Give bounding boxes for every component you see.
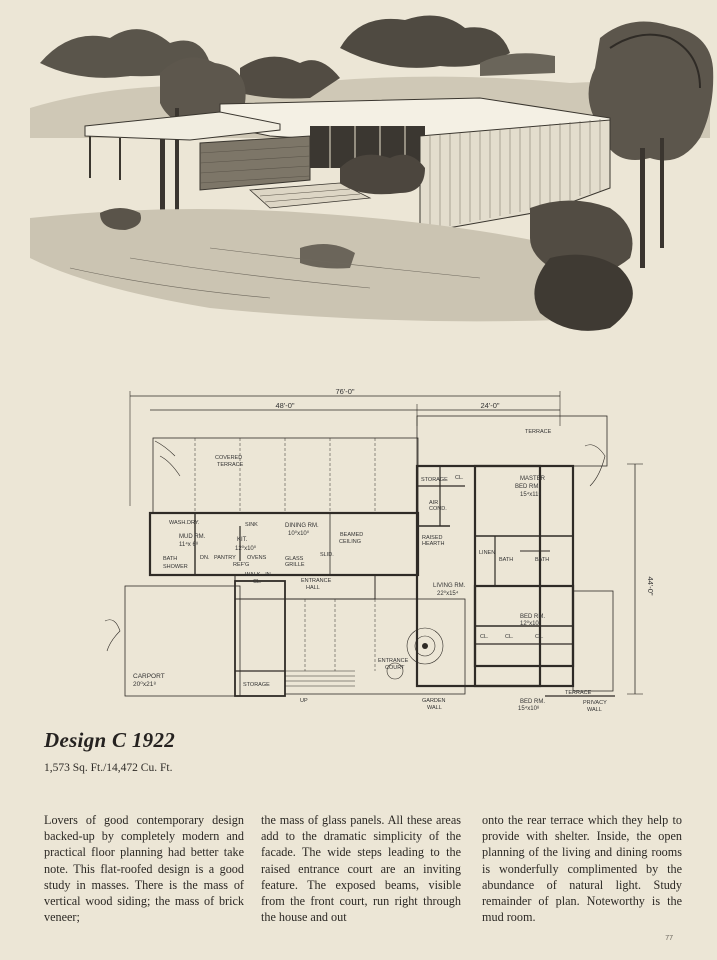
ceiling-label: CEILING: [339, 539, 362, 545]
entrance-hall-label: ENTRANCE: [301, 578, 332, 584]
terrace-bottom-label: TERRACE: [565, 690, 592, 696]
dry-label: DRY.: [187, 520, 200, 526]
mud-room-label: MUD RM.: [179, 534, 206, 540]
covered-terrace-label: COVERED: [215, 455, 243, 461]
covered-terrace-label-2: TERRACE: [217, 462, 244, 468]
dim-left: 48'-0": [275, 401, 295, 410]
sink-label: SINK: [245, 522, 258, 528]
refg-label: REF'G: [233, 562, 250, 568]
pantry-label: PANTRY: [214, 555, 236, 561]
wash-label: WASH.: [169, 520, 187, 526]
master-size: 15⁴x11⁶: [520, 492, 541, 498]
dim-right: 24'-0": [480, 401, 500, 410]
walkin-label-2: CL.: [253, 579, 262, 585]
bath2-label: BATH: [499, 557, 514, 563]
walkin-label: WALK - IN: [245, 572, 271, 578]
bed3-size: 15⁴x10⁸: [518, 706, 540, 712]
linen-label: LINEN: [479, 550, 496, 556]
kitchen-label: KIT.: [237, 537, 248, 543]
storage-top-label: STORAGE: [421, 477, 448, 483]
privacy-wall-label-2: WALL: [587, 707, 602, 713]
dining-label: DINING RM.: [285, 523, 319, 529]
grille-label: GRILLE: [285, 562, 305, 568]
body-text-column-3: onto the rear terrace which they help to provide with shelter. Inside, the open planning of the living and dining rooms is wonderfully complimented by the abundance of natural light. Study remainder of plan. Noteworthy is the mud room.: [482, 813, 682, 925]
mud-room-size: 11⁴x 6⁸: [179, 542, 199, 548]
garden-wall-label: GARDEN: [422, 698, 446, 704]
dim-overall: 76'-0": [335, 387, 355, 396]
body-text-column-2: the mass of glass panels. All these areas add to the dramatic simplicity of the facade. The wide steps leading to the raised entrance court are an inviting feature. The exposed beams, visible from the front court, run right through the house and out: [261, 813, 461, 925]
floor-plan: [95, 386, 655, 716]
dining-size: 10⁰x10⁰: [288, 531, 310, 537]
master-label-2: BED RM.: [515, 484, 541, 490]
design-specs: 1,573 Sq. Ft./14,472 Cu. Ft.: [44, 762, 173, 774]
dim-depth: 44'-0": [646, 576, 655, 596]
kitchen-size: 12⁰x10⁰: [235, 546, 257, 552]
cl2-label: CL.: [505, 634, 514, 640]
living-label: LIVING RM.: [433, 583, 466, 589]
slid-label: SLID.: [320, 552, 334, 558]
entrance-hall-label-2: HALL: [306, 585, 320, 591]
dn-label: DN.: [200, 555, 210, 561]
bath3-label: BATH: [535, 557, 550, 563]
master-label: MASTER: [520, 476, 546, 482]
cl3-label: CL.: [535, 634, 544, 640]
privacy-wall-label: PRIVACY: [583, 700, 607, 706]
ovens-label: OVENS: [247, 555, 267, 561]
entrance-court-label-2: COURT: [385, 665, 405, 671]
page-number: 77: [665, 935, 673, 942]
cl1-label: CL.: [480, 634, 489, 640]
carport-size: 20⁰x21⁸: [133, 681, 157, 688]
body-text-column-1: Lovers of good contemporary design backed-up by completely modern and practical floor planning had better take note. This flat-roofed design is a good study in masses. There is the mass of vertical wood siding; the mass of brick veneer;: [44, 813, 244, 925]
bed3-label: BED RM.: [520, 699, 546, 705]
entrance-court-label: ENTRANCE: [378, 658, 409, 664]
terrace-top-label: TERRACE: [525, 429, 552, 435]
bed-room-label: BED RM.: [520, 614, 546, 620]
raised-label: RAISED: [422, 535, 443, 541]
design-title: Design C 1922: [44, 728, 176, 752]
bed-room-size: 12⁰x10⁰: [520, 621, 542, 627]
up-label: UP: [300, 698, 308, 704]
house-rendering-illustration: [10, 8, 715, 338]
storage-bottom-label: STORAGE: [243, 682, 270, 688]
carport-label: CARPORT: [133, 673, 165, 680]
air-cond-label-2: COND.: [429, 506, 447, 512]
hearth-label: HEARTH: [422, 541, 445, 547]
bath-label: BATH: [163, 556, 178, 562]
garden-wall-label-2: WALL: [427, 705, 442, 711]
glass-label: GLASS: [285, 556, 304, 562]
beamed-label: BEAMED: [340, 532, 364, 538]
air-cond-label: AIR: [429, 500, 439, 506]
cl-top-label: CL.: [455, 475, 464, 481]
living-size: 22⁰x15⁴: [437, 591, 459, 597]
shower-label: SHOWER: [163, 564, 188, 570]
